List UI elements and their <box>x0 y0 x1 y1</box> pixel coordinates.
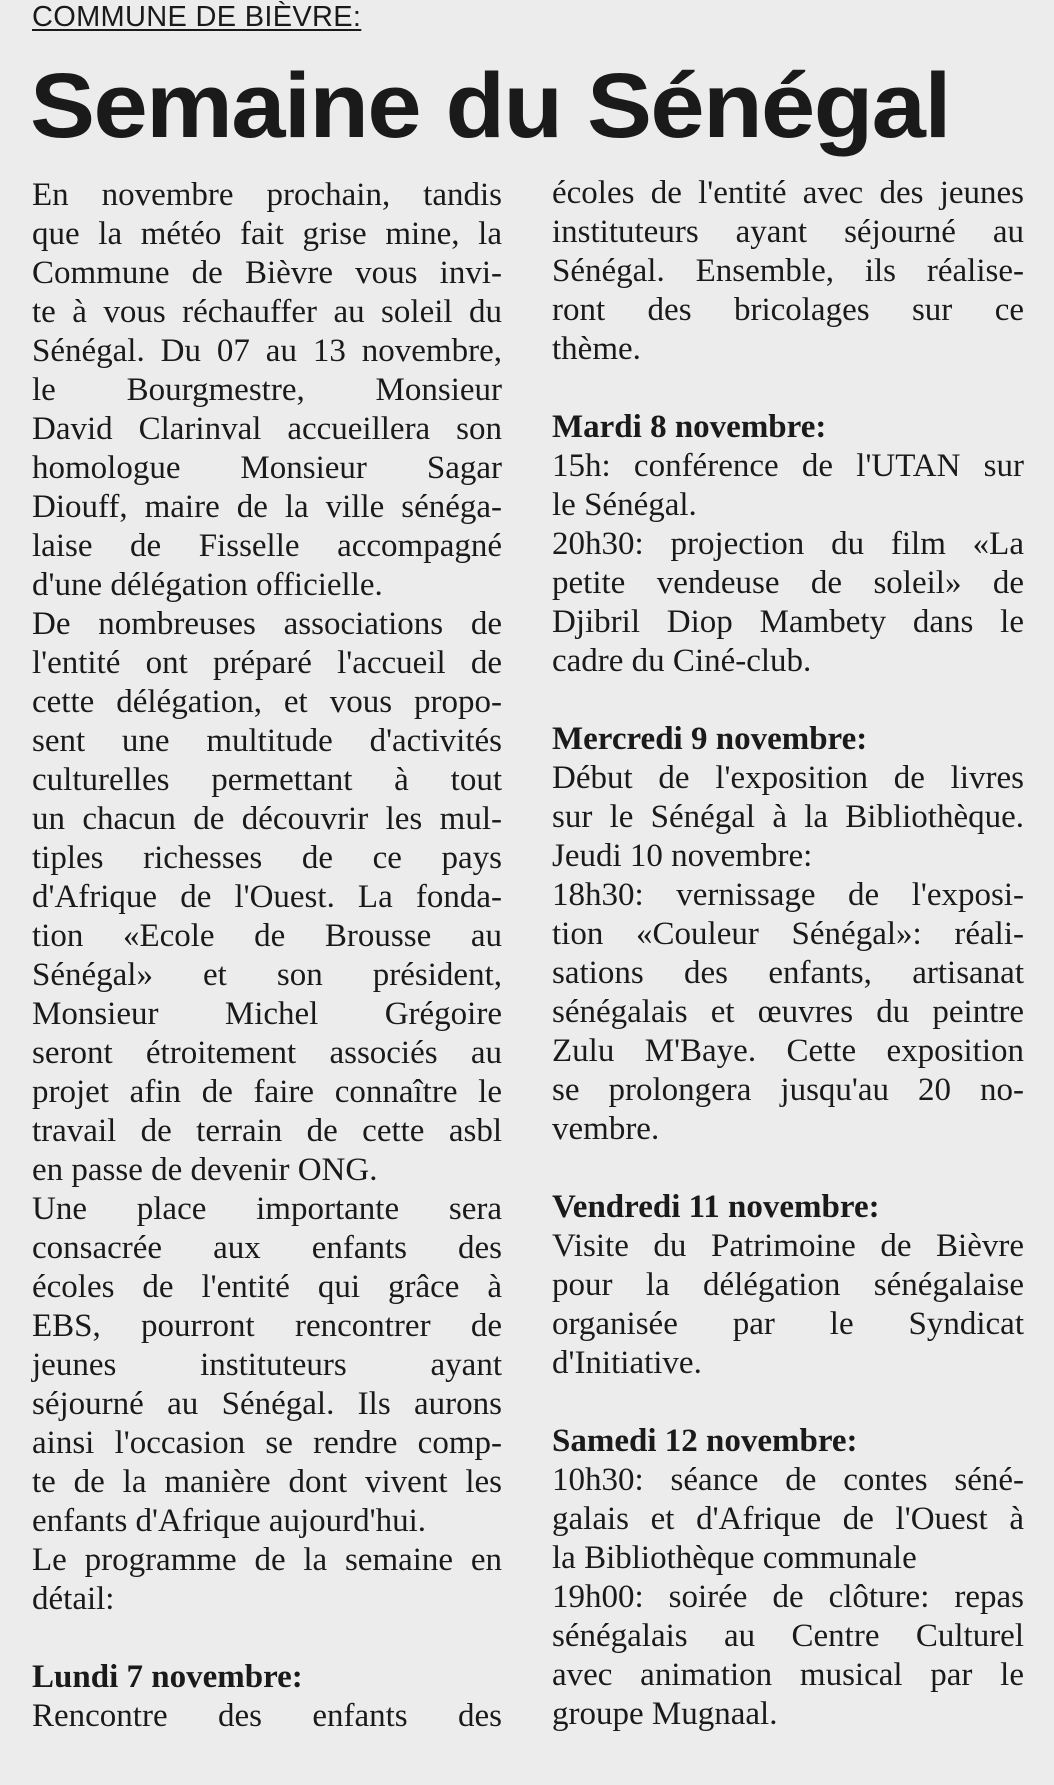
day-heading-mardi: Mardi 8 novembre: <box>552 409 827 445</box>
text-line: ront des bricolages sur ce <box>552 292 1024 328</box>
text-line: écoles de l'entité avec des jeunes <box>552 175 1024 211</box>
left-column <box>32 176 502 1736</box>
paragraph-gap <box>552 1149 1024 1188</box>
text-line: 10h30: séance de contes séné- <box>552 1462 1024 1498</box>
text-line: avec animation musical par le <box>552 1657 1024 1693</box>
text-line: Commune de Bièvre vous invi- <box>32 255 502 291</box>
text-line: De nombreuses associations de <box>32 606 502 642</box>
day-heading-vendredi: Vendredi 11 novembre: <box>552 1189 880 1225</box>
text-line: 18h30: vernissage de l'exposi- <box>552 877 1024 913</box>
text-line: séjourné au Sénégal. Ils aurons <box>32 1386 502 1422</box>
article-headline: Semaine du Sénégal <box>30 55 950 157</box>
text-line: ainsi l'occasion se rendre comp- <box>32 1425 502 1461</box>
text-line: 19h00: soirée de clôture: repas <box>552 1579 1024 1615</box>
text-line: culturelles permettant à tout <box>32 762 502 798</box>
text-line: sénégalais au Centre Culturel <box>552 1618 1024 1654</box>
paragraph-gap <box>32 1619 502 1658</box>
text-line: galais et d'Afrique de l'Ouest à <box>552 1501 1024 1537</box>
text-line: tion «Ecole de Brousse au <box>32 918 502 954</box>
text-line: Début de l'exposition de livres <box>552 760 1024 796</box>
text-line: EBS, pourront rencontrer de <box>32 1308 502 1344</box>
text-line: pour la délégation sénégalaise <box>552 1267 1024 1303</box>
text-line: sénégalais et œuvres du peintre <box>552 994 1024 1030</box>
text-line: le Sénégal. <box>552 487 697 523</box>
text-line: Djibril Diop Mambety dans le <box>552 604 1024 640</box>
text-line: jeunes instituteurs ayant <box>32 1347 502 1383</box>
text-line: que la météo fait grise mine, la <box>32 216 502 252</box>
text-line: un chacun de découvrir les mul- <box>32 801 502 837</box>
paragraph-gap <box>552 369 1024 408</box>
text-line: vembre. <box>552 1111 660 1147</box>
text-line: en passe de devenir ONG. <box>32 1152 378 1188</box>
text-line: 15h: conférence de l'UTAN sur <box>552 448 1024 484</box>
text-line: groupe Mugnaal. <box>552 1696 778 1732</box>
text-line: travail de terrain de cette asbl <box>32 1113 502 1149</box>
text-line: tion «Couleur Sénégal»: réali- <box>552 916 1024 952</box>
text-line: organisée par le Syndicat <box>552 1306 1024 1342</box>
text-line: Sénégal» et son président, <box>32 957 502 993</box>
text-line: Le programme de la semaine en <box>32 1542 502 1578</box>
text-line: détail: <box>32 1581 115 1617</box>
text-line: seront étroitement associés au <box>32 1035 502 1071</box>
text-line: David Clarinval accueillera son <box>32 411 502 447</box>
article-kicker: COMMUNE DE BIÈVRE: <box>32 1 362 33</box>
paragraph-gap <box>552 1383 1024 1422</box>
text-line: instituteurs ayant séjourné au <box>552 214 1024 250</box>
right-column <box>552 174 1024 1734</box>
text-line: homologue Monsieur Sagar <box>32 450 502 486</box>
text-line: Zulu M'Baye. Cette exposition <box>552 1033 1024 1069</box>
day-heading-lundi: Lundi 7 novembre: <box>32 1659 303 1695</box>
day-heading-samedi: Samedi 12 novembre: <box>552 1423 858 1459</box>
text-line: la Bibliothèque communale <box>552 1540 917 1576</box>
text-line: thème. <box>552 331 641 367</box>
text-line: te de la manière dont vivent les <box>32 1464 502 1500</box>
text-line: le Bourgmestre, Monsieur <box>32 372 502 408</box>
text-line: En novembre prochain, tandis <box>32 177 502 213</box>
text-line: petite vendeuse de soleil» de <box>552 565 1024 601</box>
text-line: Sénégal. Ensemble, ils réalise- <box>552 253 1024 289</box>
text-line: enfants d'Afrique aujourd'hui. <box>32 1503 427 1539</box>
text-line: écoles de l'entité qui grâce à <box>32 1269 502 1305</box>
text-line: d'Initiative. <box>552 1345 702 1381</box>
text-line: d'Afrique de l'Ouest. La fonda- <box>32 879 502 915</box>
text-line: Une place importante sera <box>32 1191 502 1227</box>
text-line: se prolongera jusqu'au 20 no- <box>552 1072 1024 1108</box>
text-line: Visite du Patrimoine de Bièvre <box>552 1228 1024 1264</box>
text-line: cadre du Ciné-club. <box>552 643 812 679</box>
paragraph-gap <box>552 681 1024 720</box>
text-line: tiples richesses de ce pays <box>32 840 502 876</box>
text-line: te à vous réchauffer au soleil du <box>32 294 502 330</box>
text-line: consacrée aux enfants des <box>32 1230 502 1266</box>
text-line: Monsieur Michel Grégoire <box>32 996 502 1032</box>
text-line: Diouff, maire de la ville sénéga- <box>32 489 502 525</box>
text-line: d'une délégation officielle. <box>32 567 383 603</box>
text-line: sations des enfants, artisanat <box>552 955 1024 991</box>
text-line: projet afin de faire connaître le <box>32 1074 502 1110</box>
text-line: sent une multitude d'activités <box>32 723 502 759</box>
text-line: Sénégal. Du 07 au 13 novembre, <box>32 333 502 369</box>
text-line: Jeudi 10 novembre: <box>552 838 813 874</box>
text-line: laise de Fisselle accompagné <box>32 528 502 564</box>
text-line: l'entité ont préparé l'accueil de <box>32 645 502 681</box>
text-line: sur le Sénégal à la Bibliothèque. <box>552 799 1024 835</box>
day-heading-mercredi: Mercredi 9 novembre: <box>552 721 868 757</box>
text-line: Rencontre des enfants des <box>32 1698 502 1734</box>
text-line: 20h30: projection du film «La <box>552 526 1024 562</box>
text-line: cette délégation, et vous propo- <box>32 684 502 720</box>
